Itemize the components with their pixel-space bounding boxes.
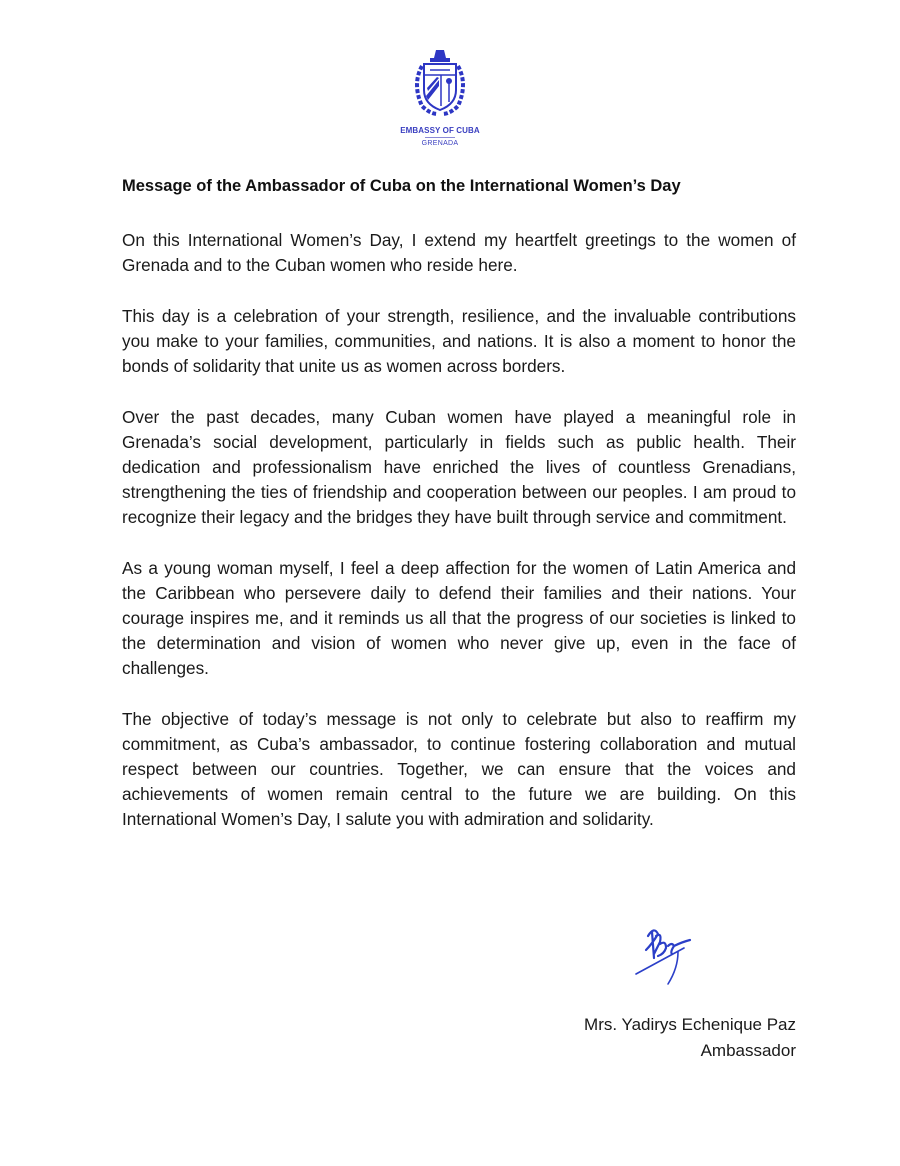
message-body xyxy=(122,228,796,858)
letterhead xyxy=(380,48,500,147)
paragraph: This day is a celebration of your strength, resilience, and the invaluable contributions you make to your families, communities, and nations. It is also a moment to honor the bonds of solidarity that unite us as women across borders. xyxy=(122,305,796,376)
handwritten-signature xyxy=(628,924,706,994)
signatory-position: Ambassador xyxy=(700,1041,796,1060)
paragraph: As a young woman myself, I feel a deep affection for the women of Latin America and the Caribbean who persevere daily to defend their families and their nations. Your courage inspires me, and it reminds us all that the progress of our societies is linked to the determination and vision of women who never give up, even in the face of challenges. xyxy=(122,557,796,679)
paragraph: Over the past decades, many Cuban women have played a meaningful role in Grenada’s social development, particularly in fields such as public health. Their dedication and professionalism have enriched the lives of countless Grenadians, strengthening the ties of friendship and cooperation between our peoples. I am proud to recognize their legacy and the bridges they have built through service and commitment. xyxy=(122,406,796,528)
signatory-block xyxy=(584,1012,796,1064)
document-title: Message of the Ambassador of Cuba on the International Women’s Day xyxy=(122,177,681,195)
signatory-name: Mrs. Yadirys Echenique Paz xyxy=(584,1015,796,1034)
coat-of-arms-icon xyxy=(408,48,472,120)
paragraph: On this International Women’s Day, I extend my heartfelt greetings to the women of Grenada and to the Cuban women who reside here. xyxy=(122,230,796,276)
letterhead-divider xyxy=(425,137,455,138)
embassy-location: GRENADA xyxy=(421,140,459,147)
paragraph: The objective of today’s message is not only to celebrate but also to reaffirm my commitment, as Cuba’s ambassador, to continue fostering collaboration and mutual respect between our countries. Together, we can ensure that the voices and achievements of women remain central to the future we are building. On this International Women’s Day, I salute you with admiration and solidarity. xyxy=(122,708,796,830)
embassy-name: EMBASSY OF CUBA xyxy=(400,126,480,135)
